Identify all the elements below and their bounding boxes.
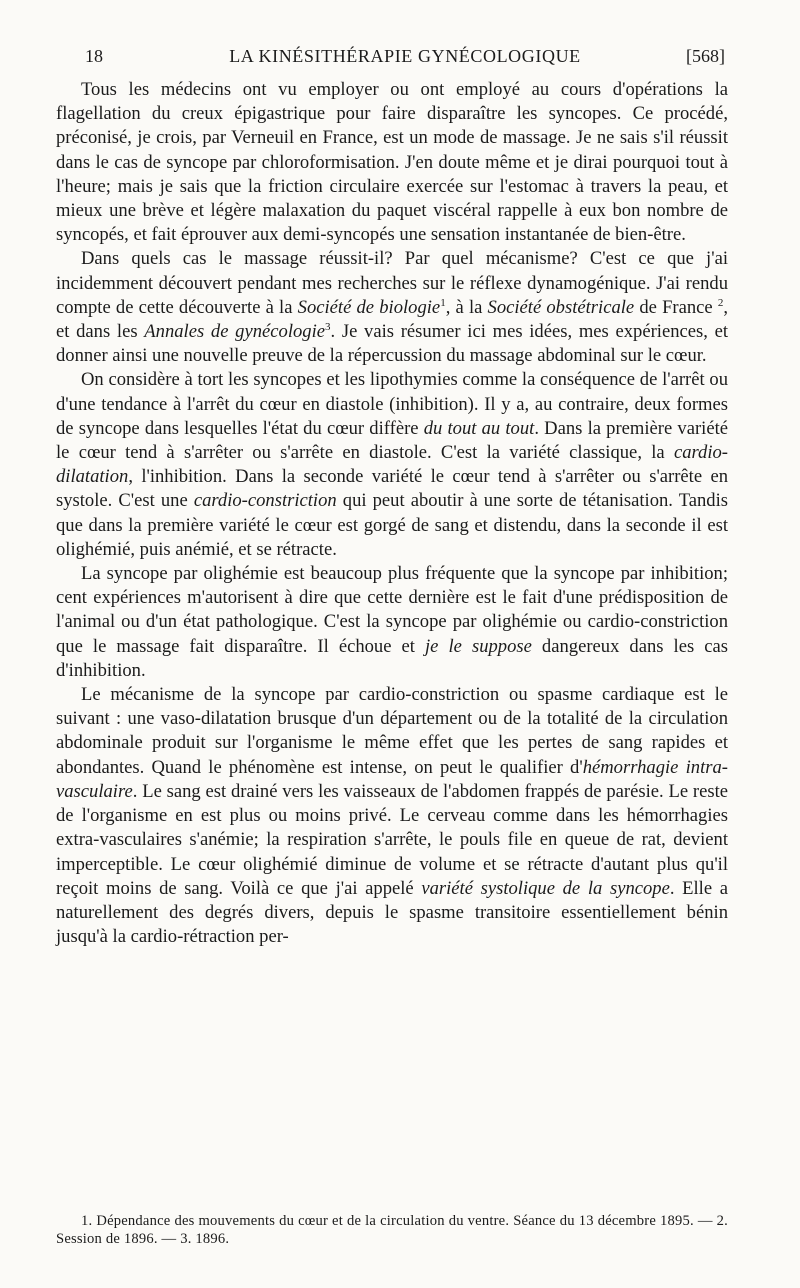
text-run: de France: [634, 296, 718, 318]
text-run: , l'inhibition. Dans la seconde variété le cœur tend à s'arrêter ou s'arrête en systole. C'est une: [56, 466, 728, 512]
footnote-ref: 1: [440, 296, 446, 309]
italic-citation: Société obstétricale: [487, 296, 635, 318]
footnotes: [56, 1212, 728, 1248]
text-run: , et dans les: [56, 296, 729, 343]
footnote-ref: 2: [717, 296, 724, 309]
text-run: , à la: [445, 296, 488, 318]
running-title: LA KINÉSITHÉRAPIE GYNÉCOLOGIQUE: [229, 46, 581, 66]
text-run: Tous les médecins ont vu employer ou ont employé au cours d'opérations la flagellation du creux épigastrique pour faire disparaître les syncopes. Ce procédé, préconisé, je crois, par Verneuil en France, est un mode de massage. Je ne sais s'il réussit dans le cas de syncope par chloroformisation. J'en doute même et je dirai pourquoi tout à l'heure; mais je sais que la friction circulaire exercée sur l'estomac à travers la peau, et mieux une brève et légère malaxation du paquet viscéral rappelle à eux bon nombre de syncopés, et fait éprouver aux demi-syncopés une sensation instantanée de bien-être.: [56, 79, 728, 246]
text-run: . Je vais résumer ici mes idées, mes expériences, et donner ainsi une nouvelle preuve de la répercussion du massage abdominal sur le cœur.: [56, 321, 729, 367]
text-run: qui peut aboutir à une sorte de tétanisation. Tandis que dans la première variété le cœur est gorgé de sang et distendu, dans la seconde il est olighémié, puis anémié, et se rétracte.: [56, 490, 729, 560]
footnote: 1. Dépendance des mouvements du cœur et de la circulation du ventre. Séance du 13 décembre 1895. — 2. Session de 1896. — 3. 1896.: [56, 1213, 728, 1247]
italic-term: cardio-constriction: [193, 490, 337, 512]
text-run: La syncope par olighémie est beaucoup plus fréquente que la syncope par inhibition; cent expériences m'autorisent à dire que cette dernière est le fait d'une prédisposition de l'animal ou d'un état pathologique. C'est la syncope par olighémie ou cardio-constriction que le massage fait disparaître. Il échoue et: [56, 563, 728, 657]
text-run: . Elle a naturellement des degrés divers, depuis le spasme transitoire essentiellement bénin jusqu'à la cardio-rétraction per-: [56, 877, 729, 948]
italic-term: cardio-dilatation: [56, 442, 728, 488]
text-run: dangereux dans les cas d'inhibition.: [56, 635, 729, 681]
italic-citation: Société de biologie: [297, 296, 441, 318]
paragraph: [56, 247, 728, 368]
paragraph: [56, 368, 728, 562]
italic-term: variété systolique de la syncope: [421, 877, 670, 899]
paragraph: [56, 683, 728, 949]
paragraph: [56, 562, 728, 683]
italic-phrase: du tout au tout: [423, 417, 535, 439]
text-run: Dans quels cas le massage réussit-il? Par quel mécanisme? C'est ce que j'ai incidemment découvert pendant mes recherches sur le réflexe dynamogénique. J'ai rendu compte de cette découverte à la: [56, 248, 728, 318]
text-run: Le mécanisme de la syncope par cardio-constriction ou spasme cardiaque est le suivant : une vaso-dilatation brusque d'un département ou de la totalité de la circulation abdominale produit sur l'organisme le même effet que les pertes de sang rapides et abondantes. Quand le phénomène est intense, on peut le qualifier d': [56, 684, 728, 778]
page-number: 18: [85, 46, 103, 66]
bracket-page-number: [568]: [686, 46, 725, 66]
body-text: [56, 78, 728, 949]
footnote-ref: 3: [325, 320, 331, 333]
text-run: On considère à tort les syncopes et les lipothymies comme la conséquence de l'arrêt ou d'une tendance à l'arrêt du cœur en diastole (inhibition). Il y a, au contraire, deux formes de syncope dans lesquelles l'état du cœur diffère: [56, 369, 728, 439]
text-run: . Dans la première variété le cœur tend à s'arrêter ou s'arrête en diastole. C'est la variété classique, la: [56, 417, 729, 464]
italic-phrase: je le suppose: [425, 635, 532, 657]
text-run: . Le sang est drainé vers les vaisseaux de l'abdomen frappés de parésie. Le reste de l'organisme en est plus ou moins privé. Le cerveau comme dans les hémorrhagies extra-vasculaires s'anémie; la respiration s'arrête, le pouls file en queue de rat, devient imperceptible. Le cœur olighémié diminue de volume et se rétracte d'autant plus qu'il reçoit moins de sang. Voilà ce que j'ai appelé: [56, 780, 728, 899]
italic-citation: Annales de gynécologie: [144, 321, 325, 343]
running-header: [85, 44, 725, 68]
paragraph: [56, 78, 728, 247]
italic-term: hémorrhagie intra-vasculaire: [56, 756, 728, 802]
